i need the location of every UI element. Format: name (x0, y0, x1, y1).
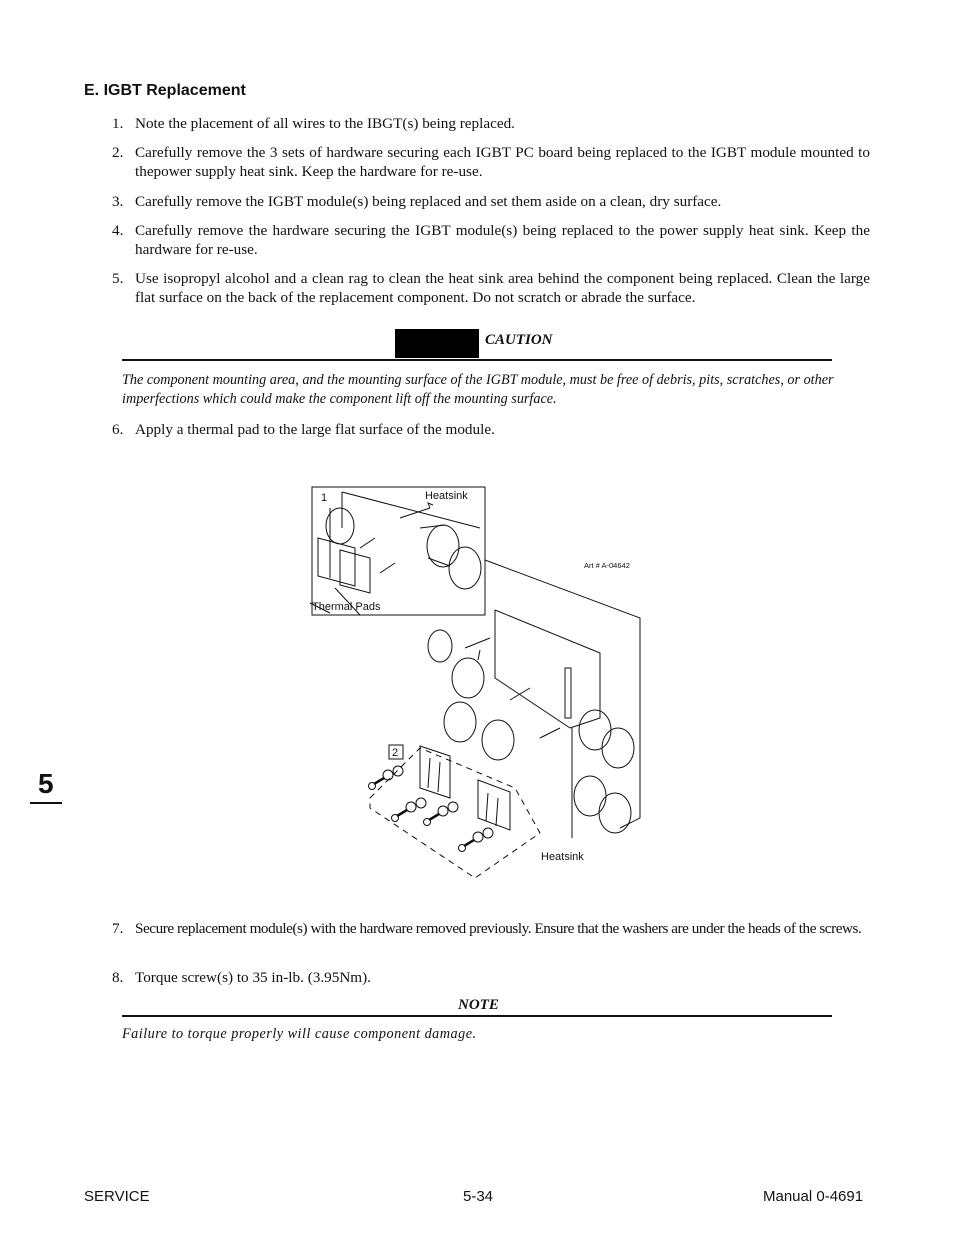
heatsink-cylinder (452, 658, 484, 698)
step-text: Use isopropyl alcohol and a clean rag to clean the heat sink area behind the component being replaced. Clean the large flat surface on the back of the replacement component. Do not scratch or abrade the surface. (135, 270, 870, 306)
washer (393, 766, 403, 776)
washer (473, 832, 483, 842)
note-label: NOTE (458, 997, 499, 1013)
screw-head (424, 819, 431, 826)
art-number-label: Art # A-04642 (584, 561, 630, 570)
inset-cylinder (427, 525, 459, 567)
step-text: Carefully remove the IGBT module(s) being replaced and set them aside on a clean, dry surface. (135, 193, 722, 210)
alignment-arrow (465, 638, 560, 738)
inset-number-label: 1 (321, 492, 328, 504)
step-text: Secure replacement module(s) with the hardware removed previously. Ensure that the washers are under the heads of the screws. (135, 920, 862, 937)
igbt-module (420, 746, 450, 798)
washer (483, 828, 493, 838)
heatsink-label: Heatsink (541, 851, 584, 863)
screw-head (392, 815, 399, 822)
step-number: 4. (112, 222, 124, 239)
step-5 (112, 269, 870, 307)
step-text: Torque screw(s) to 35 in-lb. (3.95Nm). (135, 969, 371, 986)
step-number: 3. (112, 193, 124, 210)
step-number: 2. (112, 144, 124, 161)
screw-head (459, 845, 466, 852)
caution-symbol-box (395, 329, 479, 358)
step-7 (112, 919, 870, 938)
heatsink-cylinder (482, 720, 514, 760)
inset-cylinder (449, 547, 481, 589)
section-heading: E. IGBT Replacement (84, 82, 246, 99)
step-2 (112, 143, 870, 181)
step-number: 8. (112, 969, 124, 986)
step-4 (112, 221, 870, 259)
inset-cylinder-body (420, 525, 450, 566)
pc-board (495, 610, 600, 728)
footer-page-number: 5-34 (463, 1188, 494, 1205)
hardware-outline (370, 748, 540, 878)
heatsink-cylinder (579, 710, 611, 750)
screw (374, 778, 474, 846)
note-divider (122, 1015, 832, 1017)
heatsink-cylinder (444, 702, 476, 742)
pc-board-connector (565, 668, 571, 718)
igbt-replacement-figure (300, 478, 650, 880)
heatsink-cylinder (428, 630, 452, 662)
step-number: 6. (112, 421, 124, 438)
step-number: 7. (112, 920, 124, 937)
caution-label: CAUTION (485, 332, 553, 348)
step-number: 5. (112, 270, 124, 287)
heatsink-cylinder (599, 793, 631, 833)
heatsink-plate (485, 560, 640, 828)
washer (438, 806, 448, 816)
note-text: Failure to torque properly will cause component damage. (122, 1026, 477, 1042)
step-1 (112, 114, 870, 133)
chapter-tab-number: 5 (38, 768, 54, 799)
inset-thermal-pad (318, 538, 355, 586)
igbt-module (478, 780, 510, 830)
washer (406, 802, 416, 812)
step-3 (112, 192, 870, 211)
igbt-terminal (428, 758, 498, 826)
caution-divider (122, 359, 832, 361)
step-text: Apply a thermal pad to the large flat surface of the module. (135, 421, 495, 438)
pc-board-edge (495, 610, 570, 728)
heatsink-cylinder (602, 728, 634, 768)
inset-heatsink-label: Heatsink (425, 490, 468, 502)
thermal-pads-label: Thermal Pads (312, 601, 381, 613)
footer-manual-number: Manual 0-4691 (763, 1188, 864, 1205)
callout-2-label: 2 (392, 747, 399, 759)
step-number: 1. (112, 115, 124, 132)
washer (448, 802, 458, 812)
step-text: Note the placement of all wires to the IBGT(s) being replaced. (135, 115, 515, 132)
step-text: Carefully remove the hardware securing the IGBT module(s) being replaced to the power supply heat sink. Keep the hardware for re-use. (135, 222, 870, 258)
caution-text: The component mounting area, and the mounting surface of the IGBT module, must be free of debris, pits, scratches, or other imperfections which could make the component lift off the mounting surface. (122, 372, 834, 407)
washer (383, 770, 393, 780)
screw-head (369, 783, 376, 790)
heatsink-cylinder (574, 776, 606, 816)
washer (416, 798, 426, 808)
step-8 (112, 968, 870, 987)
inset-arrow-head (428, 503, 433, 508)
step-text: Carefully remove the 3 sets of hardware securing each IGBT PC board being replaced to the IGBT module mounted to thepower supply heat sink. Keep the hardware for re-use. (135, 144, 870, 180)
footer-section: SERVICE (84, 1188, 150, 1205)
step-6 (112, 420, 870, 439)
chapter-tab-rule (30, 802, 62, 804)
